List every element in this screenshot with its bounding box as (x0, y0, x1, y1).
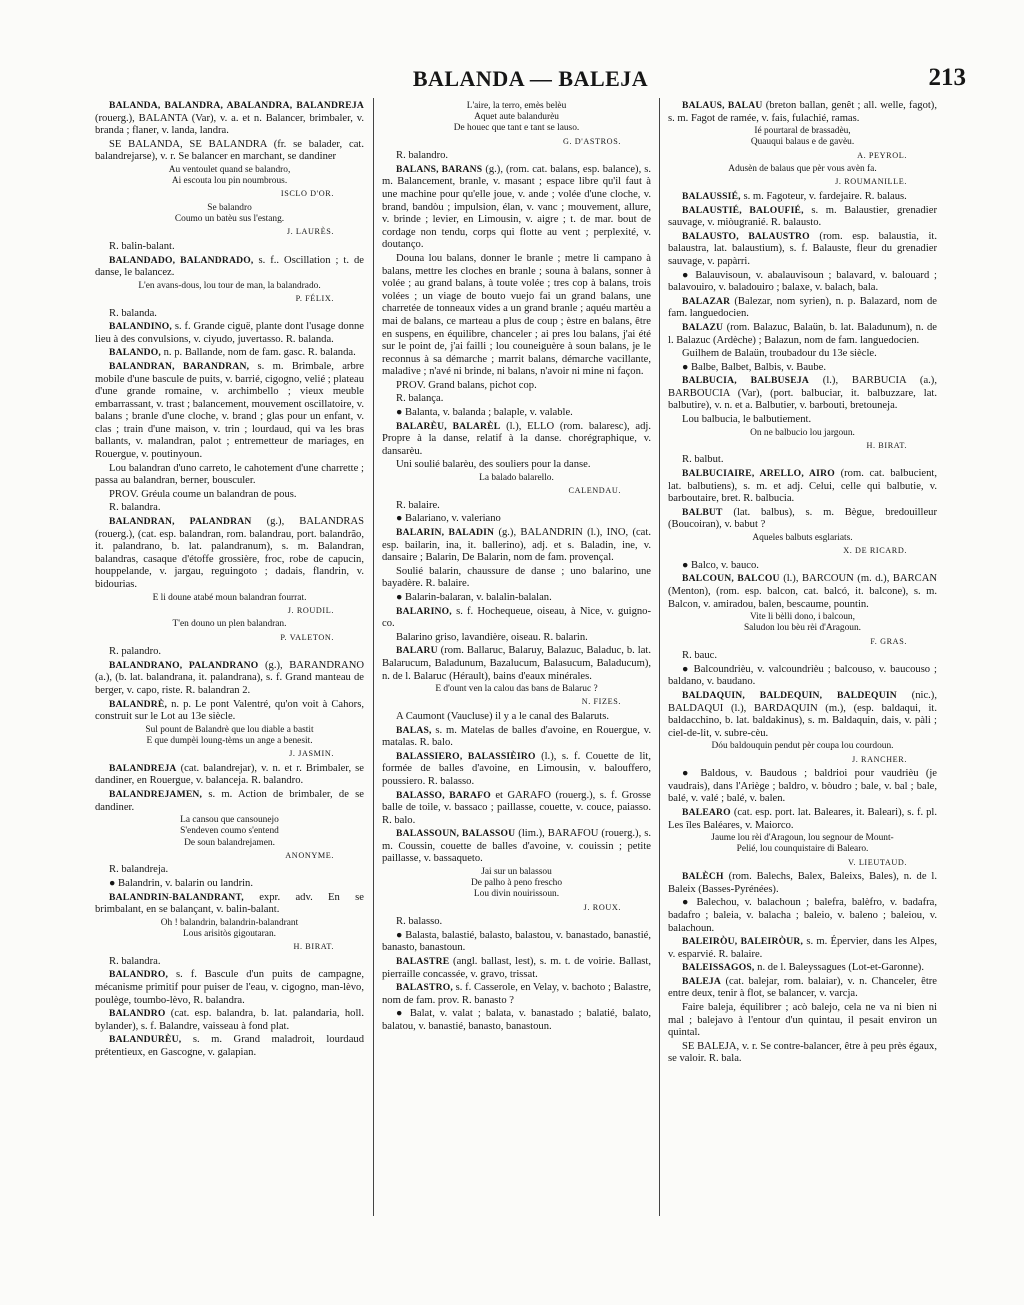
headword: BALANDRIN-BALANDRANT, (109, 891, 244, 903)
entry-text: R. palandro. (109, 646, 162, 658)
entry-note (668, 650, 937, 663)
entry-text: ● Balandrin, v. balarin ou landrin. (109, 877, 253, 889)
entry-text: SE BALEJA, v. r. Se contre-balancer, être à peu près égaux, se valoir. R. bala. (668, 1040, 937, 1065)
quotation-author: CALENDAU. (568, 486, 621, 496)
entry-text: ● Balcoundrièu, v. valcoundrièu ; balcouso, v. baucouso ; baldano, v. baudano. (668, 663, 937, 688)
dictionary-entry (668, 1041, 937, 1066)
headword: BALANS, BARANS (396, 163, 483, 175)
headword: BALANDRÈ, (109, 698, 168, 710)
entry-text: R. bauc. (682, 650, 718, 662)
dictionary-entry (95, 516, 364, 592)
column-right (668, 100, 937, 1067)
entry-text: Guilhem de Balaün, troubadour du 13e siècle. (682, 348, 877, 360)
entry-text: (angl. ballast, lest), s. m. t. de voirie. Ballast, pierraille concassée, v. gravo, trissat. (382, 956, 651, 980)
column-middle (382, 100, 651, 1035)
quotation (95, 203, 364, 225)
dictionary-entry (668, 270, 937, 295)
dictionary-entry (668, 573, 937, 611)
entry-text: n. de l. Baleyssagues (Lot-et-Garonne). (754, 962, 924, 974)
quotation-text: Vite li bèlli dono, i balcoun, Saludon lou bèu rèi d'Aragoun. (743, 612, 862, 634)
entry-text: (l.), ELLO (rom. balaresc), adj. Propre à la danse, relatif à la danse. chorégraphique, v. dansarèu. (382, 420, 651, 457)
headword: BALASTRE (396, 956, 450, 968)
headword: BALEARO (682, 806, 731, 818)
dictionary-entry (382, 790, 651, 828)
entry-text: R. balandro. (396, 150, 449, 162)
entry-note (95, 646, 364, 659)
headword: BALANDRAN, PALANDRAN (109, 516, 252, 528)
entry-text: ● Baldous, v. Baudous ; baldrioi pour vaudrièu (je vaudrais), dans l'Ariège ; baldro, v. bòudro ; bale, v. bal ; bale, balé, v. valé ; balé, v. balen. (668, 768, 937, 805)
headword: BALEJA (682, 975, 722, 987)
headword: BALAZAR (682, 295, 731, 307)
entry-text: ● Balat, v. valat ; balata, v. banastado ; balatié, balato, balatou, v. banastié, banasto, banastoun. (382, 1008, 651, 1033)
dictionary-entry (382, 592, 651, 605)
dictionary-entry (668, 962, 937, 975)
quotation (95, 281, 364, 292)
running-title: BALANDA — BALEJA (412, 66, 649, 91)
quotation-text: Ié pourtaral de brassadèu, Quauqui balaus e de gavèu. (750, 126, 855, 148)
entry-text: s. m. Épervier, dans les Alpes, v. esparvié. R. balaire. (668, 936, 937, 960)
entry-text: s. m. Fagoteur, v. fardejaire. R. balaus. (740, 190, 907, 202)
quotation (668, 126, 937, 148)
quotation-author: G. D'ASTROS. (562, 136, 621, 146)
entry-text: (g.), (rom. cat. balans, esp. balance), s. m. Balancement, branle, v. masant ; espace libre qu'il faut à une machine pour qu'elle joue, v. ande ; volée d'une cloche, v. brand, bandòu ; impulsion, élan, v. vanc ; mouvement, allure, v. brinde ; levier, en Limousin, v. aigre ; t. de mar. bout de cordage non tendu, corps qui flotte au vent ; perplexité, v. doutanço. (382, 163, 652, 251)
dictionary-entry (382, 1008, 651, 1033)
entry-text: PROV. Gréula coume un balandran de pous. (109, 488, 297, 500)
entry-note (95, 241, 364, 254)
quotation-author: J. ROUDIL. (287, 605, 334, 615)
headword: BALANDRANO, PALANDRANO (109, 659, 259, 671)
entry-text: (cat. balandrejar), v. n. et r. Brimbaler, se dandiner, en Rouergue, v. balanceja. R. balandro. (95, 762, 364, 787)
entry-note (95, 956, 364, 969)
headword: BALASTRO, (396, 982, 453, 994)
quotation-text: La cansou que cansounejo S'endeven coumo s'entend De soun balandrejamen. (180, 815, 279, 848)
headword: BALEIRÒU, BALEIRÒUR, (682, 936, 804, 948)
quotation (95, 815, 364, 849)
entry-text: s. f.. Oscillation ; t. de danse, le balancez. (95, 254, 364, 279)
entry-text: s. m. Grand maladroit, lourdaud prétentieux, en Gascogne, v. galapian. (95, 1034, 364, 1058)
quotation-author: X. DE RICARD. (843, 546, 907, 556)
headword: BALANDRO (109, 1008, 166, 1020)
entry-text: s. f. Bascule d'un puits de campagne, mécanisme primitif pour puiser de l'eau, v. cigogno, man-lèvo, poulège, toumbo-lèvo, R. balandra. (95, 969, 364, 1006)
dictionary-entry (382, 711, 651, 724)
quotation-author: J. JASMIN. (289, 749, 334, 759)
entry-note (382, 500, 651, 513)
entry-text: expr. adv. En se brimbalant, en se balançant, v. balin-balant. (95, 891, 364, 916)
quotation-text: Dóu baldouquin pendut pèr coupa lou courdoun. (711, 741, 894, 752)
quotation-author: J. LAURÈS. (286, 227, 334, 237)
entry-text: Uni soulié balarèu, des souliers pour la danse. (396, 459, 591, 471)
entry-text: Douna lou balans, donner le branle ; metre li campano à balans, mettre les cloches en branle ; souna à balans, sonner à volée ; au grand balans, à toute volée ; tres cop à balans, trois volées ; un viage de bouto vuejo fai un grand balans, une charretée de tonneaux vides a un grand branle ; aquéu martèu a mai de balans, ce marteau a plus de coup ; èstre en balans, être en suspens, en équilibre, chanceler ; ai pres lou balans, j'ai été sur le point de, j'ai failli ; lou couneiguère à soun balans, je le reconnus à sa démarche ; marrit balans, démarche vacillante, maladive ; n'avé ni brinde, ni balans, n'avoir ni mine ni façon. (382, 252, 651, 378)
dictionary-entry (668, 664, 937, 689)
dictionary-entry (668, 976, 937, 1001)
entry-text: (rouerg.), BALANTA (Var), v. a. et n. Balancer, brimbaler, v. branda ; flaner, v. landa, landra. (95, 112, 364, 137)
quotation (95, 918, 364, 940)
headword: BALAS, (396, 724, 432, 736)
entry-text: A Caumont (Vaucluse) il y a le canal des Balaruts. (396, 710, 609, 722)
quotation (95, 593, 364, 604)
dictionary-entry (95, 892, 364, 917)
headword: BALBUT (682, 506, 723, 518)
page-header (95, 62, 966, 96)
dictionary-entry (95, 139, 364, 164)
entry-text: et GARAFO (rouerg.), s. f. Grosse balle de toile, v. bassaco ; paillasse, couette, v. couce, paiasso. R. balo. (382, 789, 652, 826)
entry-text: ● Balarin-balaran, v. balalin-balalan. (396, 592, 552, 603)
dictionary-entry (95, 321, 364, 346)
entry-text: s. m. Matelas de balles d'avoine, en Rouergue, v. matalas. R. balo. (382, 724, 651, 749)
headword: BALÈCH (682, 871, 724, 883)
headword: BALASSIERO, BALASSIÈIRO (396, 750, 536, 762)
dictionary-entry (382, 407, 651, 420)
headword: BALANDREJA (109, 762, 177, 774)
dictionary-entry (382, 527, 651, 565)
quotation-text: Aqueles balbuts esglariats. (752, 533, 853, 544)
dictionary-entry (95, 361, 364, 462)
entry-text: ● Balasta, balastié, balasto, balastou, v. banastado, banastié, banasto, banastoun. (382, 929, 651, 954)
dictionary-entry (382, 513, 651, 526)
entry-text: R. balbut. (682, 454, 724, 466)
entry-text: R. balança. (396, 393, 444, 405)
quotation (382, 684, 651, 695)
dictionary-entry (668, 414, 937, 427)
quotation-author: H. BIRAT. (866, 440, 907, 450)
headword: BALAUS, BALAU (682, 100, 763, 111)
entry-note (382, 150, 651, 163)
headword: BALCOUN, BALCOU (682, 573, 780, 585)
headword: BALAUSTIÉ, BALOUFIÉ, (682, 204, 804, 216)
dictionary-entry (95, 660, 364, 698)
page-number: 213 (928, 64, 966, 91)
entry-text: (cat. balejar, rom. balaiar), v. n. Chanceler, être entre deux, tenir à flot, se balancer, v. varcja. (668, 975, 937, 1000)
dictionary-entry (95, 699, 364, 724)
quotation-author: V. LIEUTAUD. (848, 857, 907, 867)
entry-note (382, 393, 651, 406)
quotation (95, 619, 364, 630)
dictionary-entry (382, 459, 651, 472)
quotation (95, 165, 364, 187)
quotation-author: N. FIZES. (581, 697, 621, 707)
dictionary-entry (95, 347, 364, 360)
entry-text: ● Balanta, v. balanda ; balaple, v. valable. (396, 407, 573, 419)
quotation-author: ANONYME. (285, 850, 334, 860)
entry-text: s. m. Action de brimbaler, de se dandiner. (95, 788, 364, 813)
quotation (668, 741, 937, 752)
dictionary-entry (668, 348, 937, 361)
headword: BALARIN, BALADIN (396, 527, 495, 539)
headword: BALARINO, (396, 605, 452, 617)
entry-text: s. f. Hochequeue, oiseau, à Nice, v. guigno-co. (382, 605, 651, 630)
entry-note (382, 916, 651, 929)
entry-text: PROV. Grand balans, pichot cop. (396, 379, 537, 391)
entry-text: SE BALANDA, SE BALANDRA (fr. se balader, cat. balandrejarse), v. r. Se balancer en marchant, se dandiner (95, 138, 364, 163)
entry-text: (rom. cat. balbucient, lat. balbutiens), s. m. et adj. Celui, celle qui balbutie, v. barboutaire, bret. R. balbucia. (668, 468, 937, 505)
headword: BALBUCIAIRE, ARELLO, AIRO (682, 468, 835, 480)
entry-text: R. balaire. (396, 499, 440, 511)
entry-text: R. balandra. (109, 502, 161, 514)
dictionary-entry (95, 255, 364, 280)
quotation-author: J. RANCHER. (851, 754, 907, 764)
headword: BALANDREJAMEN, (109, 788, 203, 800)
dictionary-entry (668, 871, 937, 896)
dictionary-entry (382, 982, 651, 1007)
entry-text: (breton ballan, genêt ; all. welle, fagot), s. m. Fagot de ramée, v. fais, fulachié, ramas. (668, 100, 937, 124)
headword: BALANDURÈU, (109, 1034, 182, 1046)
headword: BALASSO, BARAFO (396, 789, 491, 801)
quotation-text: L'aire, la terro, emès belèu Aquet aute balandurèu De houec que tant e tant se lauso. (453, 101, 580, 134)
entry-text: Balarino griso, lavandière, oiseau. R. balarin. (396, 631, 588, 643)
quotation-author: J. ROUMANILLE. (835, 177, 907, 187)
entry-text: s. m. Balaustier, grenadier sauvage, v. miòugranié. R. balausto. (668, 204, 937, 229)
headword: BALARU (396, 645, 438, 657)
dictionary-entry (668, 191, 937, 204)
entry-text: (l.), BARBUCIA (a.), BARBOUCIA (Var), (port. balbuciar, it. balbuzzare, lat. balbutire), v. n. et a. Balbutier, v. barbouti, bretouneja. (668, 375, 937, 412)
dictionary-entry (382, 253, 651, 379)
dictionary-entry (382, 751, 651, 789)
entry-text: R. balasso. (396, 916, 443, 928)
dictionary-entry (668, 468, 937, 506)
dictionary-entry (668, 897, 937, 935)
quotation (95, 725, 364, 747)
entry-note (95, 502, 364, 515)
dictionary-entry (95, 1034, 364, 1059)
entry-text: (cat. esp. balandra, b. lat. palandaria, holl. bylander), s. f. Balandre, vaisseau à fond plat. (95, 1008, 364, 1032)
entry-text: ● Balco, v. bauco. (682, 559, 759, 571)
entry-text: (lat. balbus), s. m. Bègue, bredouilleur (Boucoiran), v. babut ? (668, 506, 937, 531)
dictionary-entry (668, 807, 937, 832)
headword: BALANDADO, BALANDRADO, (109, 254, 254, 266)
entry-text: (l.), BARCOUN (m. d.), BARCAN (Menton), (rom. esp. balcon, cat. balcó, it. balcone), s. m. Balcon, v. amiradou, balen, bescaume, pountin. (668, 573, 937, 610)
column-rule (659, 98, 660, 1216)
quotation (668, 833, 937, 855)
dictionary-entry (95, 100, 364, 138)
entry-text: Lou balbucia, le balbutiement. (682, 414, 812, 426)
quotation-text: L'en avans-dous, lou tour de man, la balandrado. (138, 280, 321, 291)
dictionary-entry (382, 725, 651, 750)
entry-text: s. m. Brimbale, arbre mobile d'une bascule de puits, v. barrié, cigogno, velié ; plateau d'une grande romaine, v. archimbello ; vieux meuble embarrassant, v. trast ; balancement, mouvement oscillatoire, v. balans ; branle d'une cloche, v. brand ; glas pour un enfant, v. clas ; train d'une maison, v. trin ; lourdaud, qui va les bras ballants, v. malandran, palot ; entremetteur de mariages, en Rouergue, v. poutinyoun. (95, 360, 364, 461)
entry-text: (g.), BALANDRIN (l.), INO, (cat. esp. bailarin, ina, it. ballerino), adj. et s. Baladin, ine, v. dansaire ; Balarin, De Balarin, nom de fam. provençal. (382, 527, 651, 564)
headword: BALANDA, BALANDRA, ABALANDRA, BALANDREJA (109, 100, 364, 111)
headword: BALAUSSIÉ, (682, 190, 741, 202)
quotation-text: E d'ount ven la calou das bans de Balaruc ? (435, 684, 598, 695)
dictionary-entry (668, 1002, 937, 1040)
entry-text: n. p. Ballande, nom de fam. gasc. R. balanda. (160, 347, 356, 359)
dictionary-entry (668, 100, 937, 125)
headword: BALANDO, (109, 347, 161, 359)
entry-text: s. f. Grande ciguë, plante dont l'usage donne lieu à des convulsions, v. ciyudo, juvertasso. R. balanda. (95, 321, 364, 345)
entry-text: (rom. Balazuc, Balaün, b. lat. Baladunum), n. de l. Balazuc (Ardèche) ; Balazun, nom de fam. languedocien. (668, 321, 937, 346)
dictionary-entry (668, 936, 937, 961)
quotation-text: T'en douno un plen balandran. (172, 619, 287, 630)
quotation-text: Oh ! balandrin, balandrin-balandrant Lous arisitòs gigoutaran. (160, 917, 299, 939)
entry-text: (Balezar, nom syrien), n. p. Balazard, nom de fam. languedocien. (668, 295, 937, 320)
entry-text: (rom. esp. balaustia, it. balaustra, lat. balaustium), s. f. Balauste, fleur du grenadier sauvage, v. papàrri. (668, 230, 937, 267)
dictionary-entry (95, 878, 364, 891)
headword: BALASSOUN, BALASSOU (396, 828, 516, 840)
dictionary-entry (95, 1008, 364, 1033)
quotation-text: Adusèn de balaus que pèr vous avèn fa. (728, 164, 877, 175)
dictionary-entry (95, 969, 364, 1007)
quotation-author: F. GRAS. (870, 636, 907, 646)
quotation-author: J. ROUX. (583, 902, 621, 912)
entry-note (95, 308, 364, 321)
quotation-text: Au ventoulet quand se balandro, Ai escouta lou pin noumbrous. (168, 164, 291, 187)
entry-note (95, 864, 364, 877)
headword: BALANDRAN, BARANDRAN, (109, 360, 250, 372)
quotation (382, 473, 651, 484)
quotation-author: H. BIRAT. (293, 942, 334, 952)
quotation-author: P. VALETON. (280, 632, 334, 642)
entry-text: (g.), BARANDRANO (a.), (b. lat. balandrana, it. palandrana), s. f. Grand manteau de berger, v. capo, riste. R. balandran 2. (95, 659, 364, 696)
quotation (668, 612, 937, 634)
entry-text: (rom. Balechs, Balex, Baleixs, Bales), n. de l. Baleix (Basses-Pyrénées). (668, 871, 937, 895)
headword: BALDAQUIN, BALDEQUIN, BALDEQUIN (682, 689, 897, 701)
quotation-text: E li doune atabé moun balandran fourrat. (152, 592, 307, 603)
entry-text: Soulié balarin, chaussure de danse ; uno balarino, une bayadère. R. balaire. (382, 565, 651, 590)
entry-text: (l.), s. f. Couette de lit, formée de balles d'avoine, en Limousin, v. balouffero, poussiero. R. balasso. (382, 750, 652, 787)
headword: BALBUCIA, BALBUSEJA (682, 375, 809, 387)
quotation-author: P. FÉLIX. (295, 293, 334, 303)
quotation-author: A. PEYROL. (857, 150, 907, 160)
quotation (382, 867, 651, 901)
quotation (668, 428, 937, 439)
dictionary-entry (95, 789, 364, 814)
dictionary-entry (382, 828, 651, 866)
headword: BALANDRO, (109, 969, 169, 981)
dictionary-entry (668, 768, 937, 806)
entry-text: Lou balandran d'uno carreto, le cahotement d'une charrette ; passa au balandran, berner, bousculer. (95, 462, 364, 487)
quotation-text: Se balandro Coumo un batèu sus l'estang. (174, 202, 285, 225)
entry-text: (lim.), BARAFOU (rouerg.), s. m. Coussin, couette de balles d'avoine, v. couissin ; petite paillasse, v. bassaqueto. (382, 828, 651, 865)
entry-text: Faire baleja, équilibrer ; acò balejo, cela ne va ni bien ni mal ; balejavo à l'entour d'un quintau, il pesait environ un quintal. (668, 1002, 937, 1039)
column-left (95, 100, 364, 1060)
dictionary-entry (382, 164, 651, 252)
dictionary-entry (668, 322, 937, 347)
entry-text: ● Balbe, Balbet, Balbis, v. Baube. (682, 361, 826, 373)
entry-text: (cat. esp. port. lat. Baleares, it. Baleari), s. f. pl. Les îles Baléares, v. Maiorco. (668, 806, 937, 831)
entry-text: R. balandreja. (109, 864, 169, 876)
entry-text: R. balanda. (109, 307, 157, 319)
headword: BALEISSAGOS, (682, 962, 755, 974)
dictionary-entry (668, 507, 937, 532)
dictionary-entry (95, 463, 364, 488)
entry-text: n. p. Le pont Valentré, qu'on voit à Cahors, construit sur le Lot au 13e siècle. (95, 698, 364, 723)
entry-note (382, 380, 651, 393)
quotation (382, 101, 651, 135)
dictionary-entry (382, 566, 651, 591)
entry-text: s. f. Casserole, en Velay, v. bachoto ; Balastre, nom de fam. prov. R. banasto ? (382, 982, 651, 1006)
dictionary-entry (382, 421, 651, 459)
dictionary-entry (668, 362, 937, 375)
headword: BALAZU (682, 321, 724, 333)
dictionary-entry (668, 375, 937, 413)
entry-note (95, 489, 364, 502)
dictionary-entry (382, 632, 651, 645)
quotation (668, 533, 937, 544)
dictionary-entry (382, 645, 651, 683)
column-rule (373, 98, 374, 1216)
entry-text: (rom. Ballaruc, Balaruy, Balazuc, Baladuc, b. lat. Balarucum, Baladunum, Bazalucum, Balasucum, Baladucum), n. de l. Balaruc (Hérault), bains d'eaux minérales. (382, 645, 651, 682)
entry-text: R. balandra. (109, 955, 161, 967)
entry-note (668, 454, 937, 467)
dictionary-entry (668, 690, 937, 740)
entry-text: R. balin-balant. (109, 240, 175, 252)
quotation-author: ISCLO D'OR. (280, 189, 334, 199)
quotation (668, 164, 937, 175)
dictionary-entry (382, 606, 651, 631)
quotation-text: La balado balarello. (479, 473, 554, 484)
headword: BALANDINO, (109, 321, 173, 333)
dictionary-entry (668, 231, 937, 269)
headword: BALARÈU, BALARÈL (396, 420, 501, 432)
dictionary-entry (668, 205, 937, 230)
dictionary-entry (95, 763, 364, 788)
headword: BALAUSTO, BALAUSTRO (682, 230, 810, 242)
dictionary-entry (668, 560, 937, 573)
quotation-text: On ne balbucio lou jargoun. (750, 427, 855, 438)
entry-text: ● Balauvisoun, v. abalauvisoun ; balavard, v. balouard ; balavouiro, v. baladouiro ; balaxe, v. balach, bala. (668, 269, 937, 294)
quotation-text: Sul pount de Balandrè que lou diable a bastit E que dumpèi loung-tèms un ange a benesit. (145, 724, 314, 746)
dictionary-entry (668, 296, 937, 321)
dictionary-entry (382, 930, 651, 955)
dictionary-entry (382, 956, 651, 981)
quotation-text: Jaume lou rèi d'Aragoun, lou segnour de Mount- Pelié, lou counquistaire di Balearo. (711, 833, 894, 855)
entry-text: (g.), BALANDRAS (rouerg.), (cat. esp. balandran, rom. balandrau, port. balandrão, it. palandrano, b. lat. palandranum), s. m. Balandran, balandras, casaque d'étoffe grossière, froc, robe de capucin, houppelande, v. jargau, reguingoto ; dadais, flandrin, v. bidourias. (95, 516, 364, 591)
entry-text: ● Balechou, v. balachoun ; balefra, balèfro, v. badafra, badafro ; baleia, v. balacha ; baleio, v. baleno ; baleiou, v. balachoun. (668, 897, 937, 934)
entry-text: (nic.), BALDAQUI (l.), BARDAQUIN (m.), (esp. baldaqui, it. baldacchino, b. lat. baldakinus), s. m. Baldaquin, dais, v. pàli ; ciel-de-lit, v. subre-cèu. (668, 689, 937, 739)
quotation-text: Jai sur un balassou De palho à peno frescho Lou divin nouirissoun. (470, 867, 563, 900)
entry-text: ● Balariano, v. valeriano (396, 513, 501, 525)
